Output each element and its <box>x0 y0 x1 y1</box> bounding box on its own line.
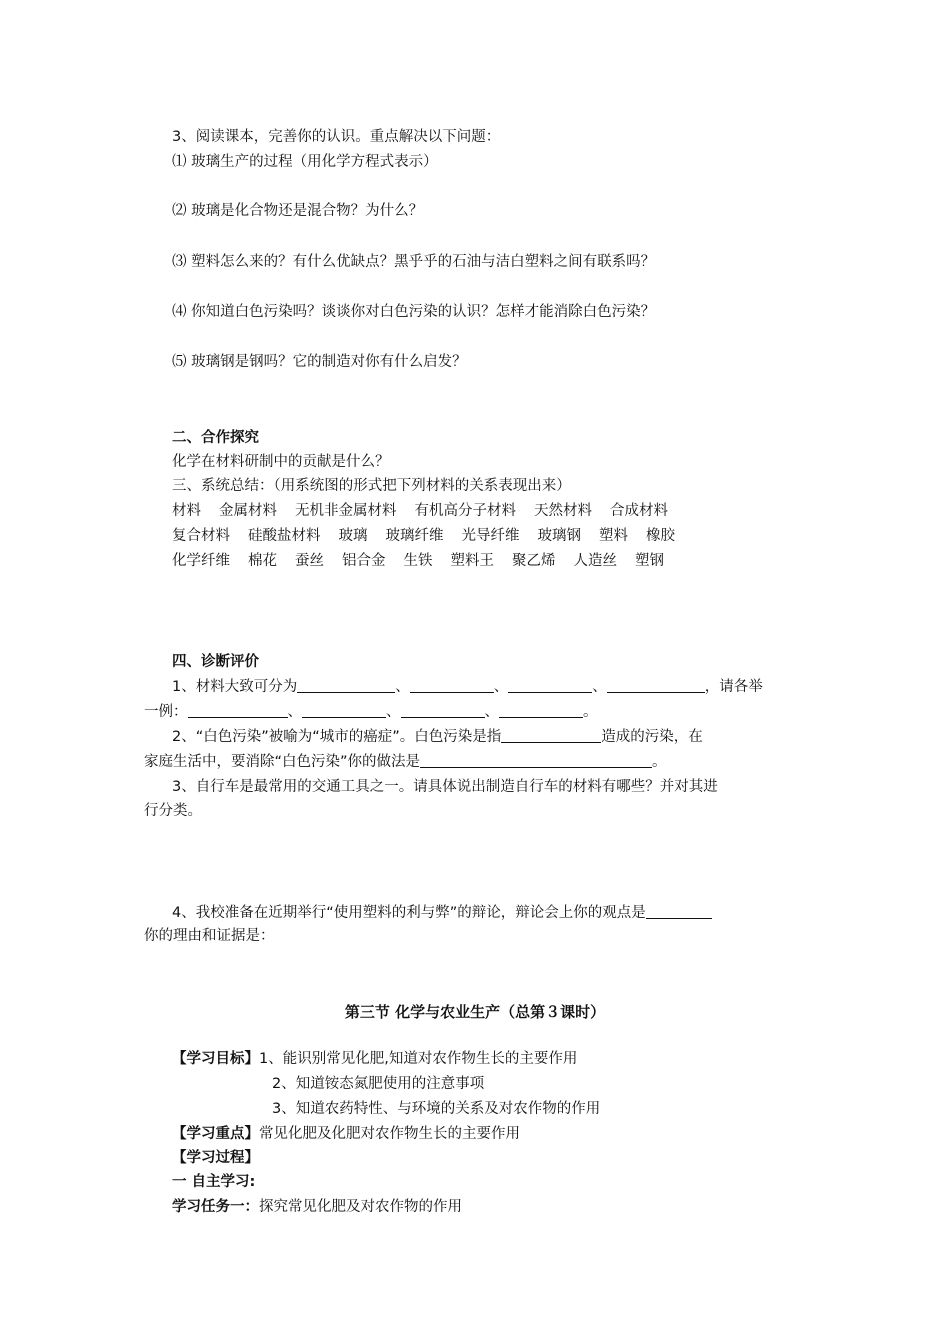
answer-blank[interactable] <box>508 678 592 693</box>
period: 。 <box>583 704 598 720</box>
answer-blank[interactable] <box>607 678 705 693</box>
separator: 、 <box>592 679 607 695</box>
material-term: 复合材料 <box>172 528 230 544</box>
separator: 、 <box>386 704 401 720</box>
material-term: 塑钢 <box>635 553 664 569</box>
material-term: 材料 <box>172 503 201 519</box>
q1-text: 一例： <box>144 704 188 720</box>
diagnosis-q3-line2: 行分类。 <box>144 803 202 819</box>
question-1: ⑴ 玻璃生产的过程（用化学方程式表示） <box>172 154 438 170</box>
question-4: ⑷ 你知道白色污染吗？谈谈你对白色污染的认识？怎样才能消除白色污染？ <box>172 304 656 320</box>
q2-text: 家庭生活中，要消除“白色污染”你的做法是 <box>144 754 421 770</box>
part3-intro: 3、阅读课本，完善你的认识。重点解决以下问题： <box>172 129 501 145</box>
material-term: 橡胶 <box>646 528 675 544</box>
diagnosis-q2-line1 <box>172 727 703 747</box>
q4-text: 4、我校准备在近期举行“使用塑料的利与弊”的辩论，辩论会上你的观点是 <box>172 905 646 921</box>
coop-question: 化学在材料研制中的贡献是什么？ <box>172 454 390 470</box>
q1-text: 1、材料大致可分为 <box>172 679 298 695</box>
material-term: 玻璃钢 <box>537 528 581 544</box>
focus-text: 常见化肥及化肥对农作物生长的主要作用 <box>259 1126 520 1142</box>
goals-label: 【学习目标】 <box>172 1051 259 1067</box>
material-term: 硅酸盐材料 <box>248 528 321 544</box>
answer-blank[interactable] <box>401 703 485 718</box>
answer-blank[interactable] <box>499 703 583 718</box>
summary-heading: 三、系统总结：（用系统图的形式把下列材料的关系表现出来） <box>172 478 571 494</box>
material-term: 玻璃 <box>338 528 368 544</box>
q2-text: 2、“白色污染”被喻为“城市的癌症”。白色污染是指 <box>172 729 502 745</box>
answer-blank[interactable] <box>188 703 288 718</box>
goal-item: 3、知道农药特性、与环境的关系及对农作物的作用 <box>272 1101 601 1117</box>
material-term: 生铁 <box>403 553 433 569</box>
answer-blank[interactable] <box>297 678 395 693</box>
diagnosis-heading: 四、诊断评价 <box>172 654 259 670</box>
separator: 、 <box>395 679 410 695</box>
task-label: 学习任务一： <box>172 1199 259 1215</box>
diagnosis-q1-line2 <box>144 702 598 722</box>
materials-row-3 <box>172 551 664 571</box>
separator: 、 <box>493 679 509 695</box>
coop-heading: 二、合作探究 <box>172 430 259 446</box>
material-term: 无机非金属材料 <box>295 503 397 519</box>
material-term: 有机高分子材料 <box>414 503 516 519</box>
material-term: 塑料 <box>599 528 628 544</box>
material-term: 化学纤维 <box>172 553 230 569</box>
question-5: ⑸ 玻璃钢是钢吗？它的制造对你有什么启发？ <box>172 354 467 370</box>
materials-row-2 <box>172 526 675 546</box>
material-term: 蚕丝 <box>295 553 324 569</box>
material-term: 聚乙烯 <box>512 553 556 569</box>
diagnosis-q3-line1: 3、自行车是最常用的交通工具之一。请具体说出制造自行车的材料有哪些？并对其进 <box>172 779 718 795</box>
answer-blank[interactable] <box>410 678 494 693</box>
period: 。 <box>652 754 667 770</box>
material-term: 玻璃纤维 <box>385 528 444 544</box>
focus-label: 【学习重点】 <box>172 1126 259 1142</box>
learning-focus <box>172 1124 520 1144</box>
q1-text: ，请各举 <box>704 679 763 695</box>
material-term: 天然材料 <box>534 503 592 519</box>
answer-blank[interactable] <box>646 904 712 919</box>
goal-item: 1、能识别常见化肥,知道对农作物生长的主要作用 <box>259 1051 578 1067</box>
section-title: 第三节 化学与农业生产（总第３课时） <box>344 1003 606 1021</box>
task-text: 探究常见化肥及对农作物的作用 <box>259 1199 462 1215</box>
diagnosis-q2-line2 <box>144 752 667 772</box>
learning-goals <box>172 1049 577 1069</box>
diagnosis-q4-line1 <box>172 903 712 923</box>
material-term: 铝合金 <box>342 553 386 569</box>
learning-task <box>172 1197 462 1217</box>
question-3: ⑶ 塑料怎么来的？有什么优缺点？黑乎乎的石油与洁白塑料之间有联系吗？ <box>172 254 656 270</box>
answer-blank[interactable] <box>302 703 386 718</box>
diagnosis-q1-line1 <box>172 677 763 697</box>
diagnosis-q4-line2: 你的理由和证据是： <box>144 928 275 944</box>
process-label: 【学习过程】 <box>172 1150 259 1166</box>
materials-row-1 <box>172 501 668 521</box>
question-2: ⑵ 玻璃是化合物还是混合物？为什么？ <box>172 203 424 219</box>
separator: 、 <box>287 704 302 720</box>
answer-blank[interactable] <box>501 728 601 743</box>
self-study-heading: 一 自主学习: <box>172 1174 256 1190</box>
material-term: 金属材料 <box>219 503 277 519</box>
goal-item: 2、知道铵态氮肥使用的注意事项 <box>272 1076 485 1092</box>
separator: 、 <box>484 704 499 720</box>
material-term: 棉花 <box>248 553 277 569</box>
material-term: 人造丝 <box>573 553 617 569</box>
answer-blank[interactable] <box>420 753 652 768</box>
q2-text: 造成的污染，在 <box>601 729 703 745</box>
material-term: 塑料王 <box>450 553 494 569</box>
material-term: 合成材料 <box>610 503 668 519</box>
material-term: 光导纤维 <box>461 528 520 544</box>
